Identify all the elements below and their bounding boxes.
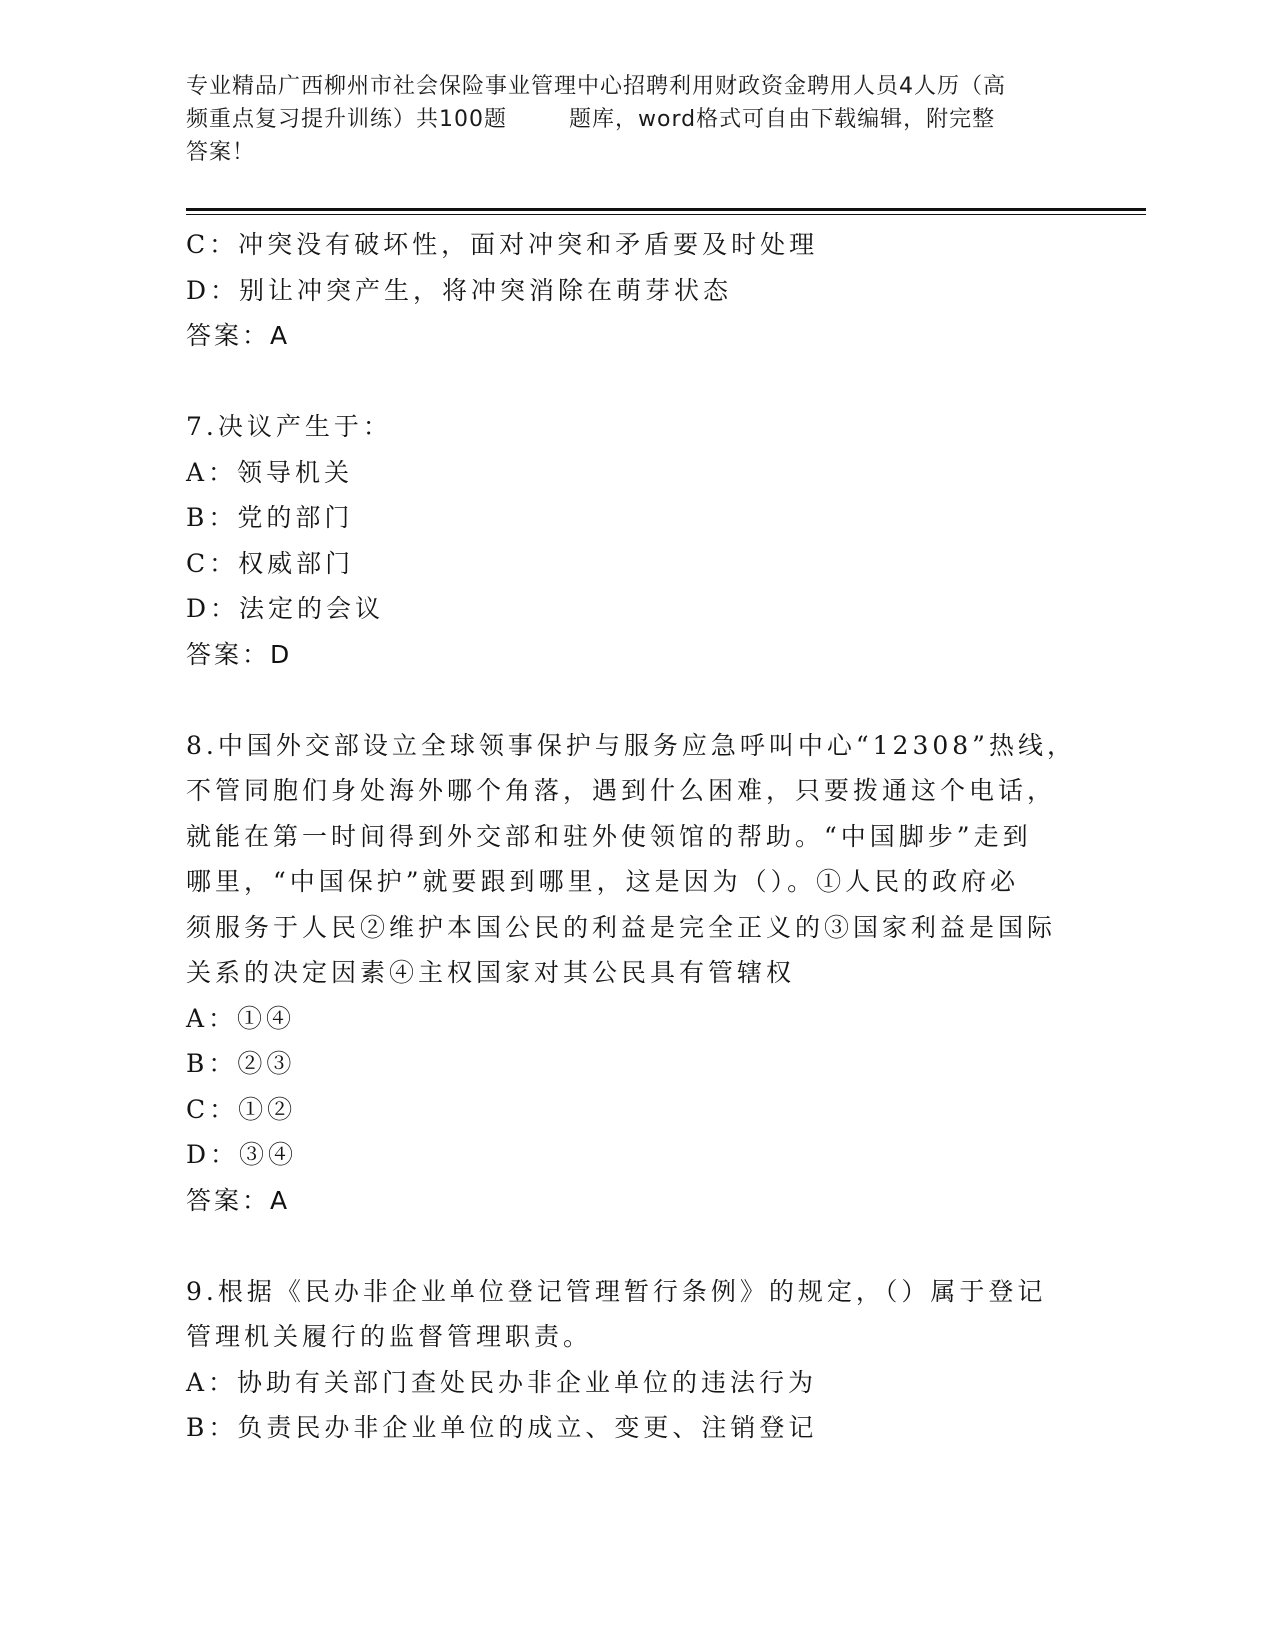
header-divider-thin (186, 214, 1146, 215)
q7-option-c: C：权威部门 (186, 548, 355, 578)
q8-option-a: A：①④ (186, 1003, 296, 1033)
header-line-2-part-2: 题库，word格式可自由下载编辑，附完整 (569, 107, 996, 132)
header-line-2-part-1: 频重点复习提升训练）共100题 (186, 107, 507, 132)
q8-option-c: C：①② (186, 1094, 297, 1124)
q7-stem: 7.决议产生于： (186, 412, 392, 441)
q8-stem-line: 不管同胞们身处海外哪个角落，遇到什么困难，只要拨通这个电话， (186, 776, 1057, 805)
q7-option-a: A：领导机关 (186, 457, 354, 487)
q8-option-b: B：②③ (186, 1049, 296, 1078)
prev-option-d: D：别让冲突产生，将冲突消除在萌芽状态 (186, 275, 733, 305)
q8-answer: 答案：A (186, 1185, 291, 1215)
q8-stem-line: 哪里，“中国保护”就要跟到哪里，这是因为（）。①人民的政府必 (186, 867, 1020, 896)
prev-answer: 答案：A (186, 321, 291, 350)
q8-option-d: D：③④ (186, 1140, 298, 1169)
header-divider-thick (186, 208, 1146, 211)
prev-option-c: C：冲突没有破坏性，面对冲突和矛盾要及时处理 (186, 230, 819, 259)
q7-option-d: D：法定的会议 (186, 594, 385, 623)
q8-stem-line: 关系的决定因素④主权国家对其公民具有管辖权 (186, 958, 796, 987)
q9-stem-line: 管理机关履行的监督管理职责。 (186, 1322, 593, 1351)
header-line-1: 专业精品广西柳州市社会保险事业管理中心招聘利用财政资金聘用人员4人历（高 (186, 74, 1006, 99)
q8-stem-line: 8.中国外交部设立全球领事保护与服务应急呼叫中心“12308”热线， (186, 730, 1076, 760)
header-line-2 (186, 103, 1086, 136)
q7-option-b: B：党的部门 (186, 503, 354, 532)
document-header (186, 70, 1086, 169)
header-line-3: 答案！ (186, 140, 256, 165)
q8-stem-line: 须服务于人民②维护本国公民的利益是完全正义的③国家利益是国际 (186, 912, 1057, 942)
q9-stem-line: 9.根据《民办非企业单位登记管理暂行条例》的规定，（）属于登记 (186, 1276, 1047, 1306)
question-list (186, 222, 1086, 1451)
q7-answer: 答案：D (186, 639, 293, 669)
q8-stem-line: 就能在第一时间得到外交部和驻外使领馆的帮助。“中国脚步”走到 (186, 821, 1032, 851)
q9-option-b: B：负责民办非企业单位的成立、变更、注销登记 (186, 1413, 818, 1442)
q9-option-a: A：协助有关部门查处民办非企业单位的违法行为 (186, 1367, 818, 1397)
